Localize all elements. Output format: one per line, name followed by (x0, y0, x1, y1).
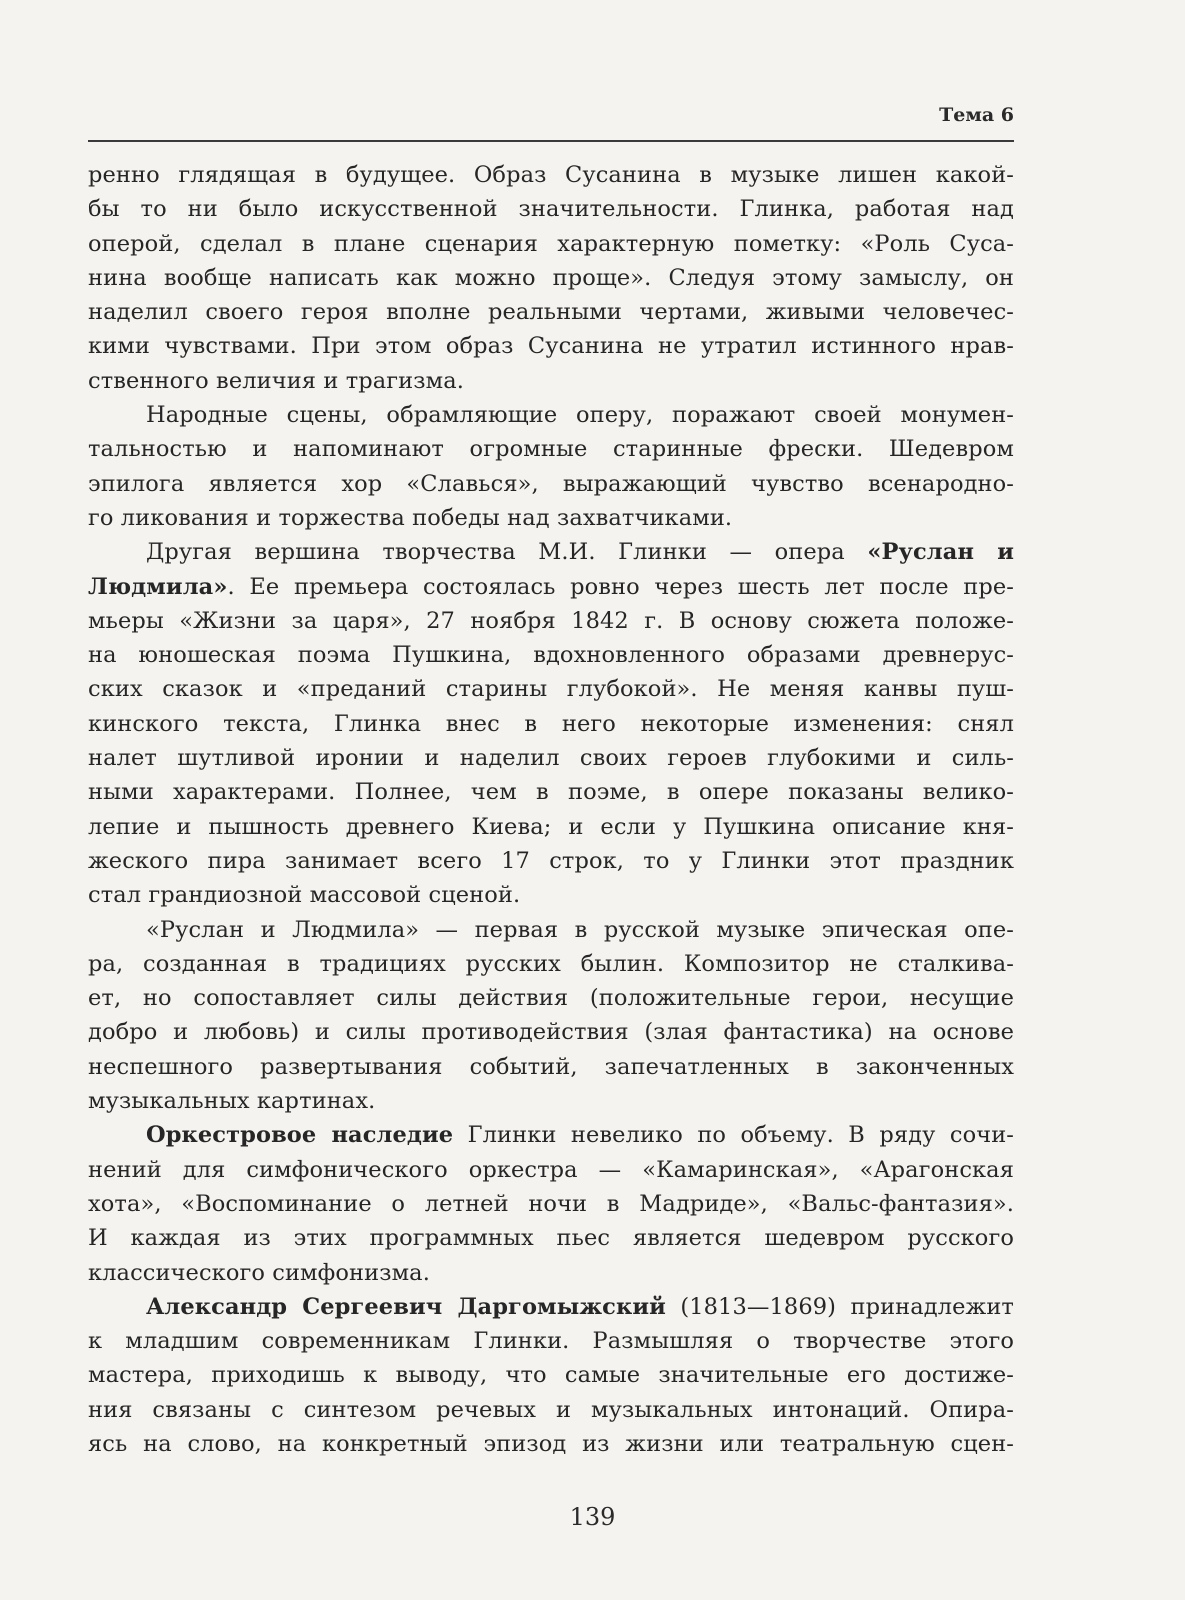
paragraph (88, 1290, 1014, 1461)
text-line: ственного величия и трагизма. (88, 367, 464, 394)
text-line (88, 535, 1014, 569)
paragraph (88, 398, 1014, 535)
text-line: классического симфонизма. (88, 1259, 430, 1286)
text-line: стал грандиозной массовой сценой. (88, 882, 521, 909)
text-line: «Руслан и Людмила» — первая в русской музыке эпическая опе- (146, 916, 1014, 943)
text-line: ра, созданная в традициях русских былин. Композитор не сталкива- (88, 950, 1014, 977)
text-line: ясь на слово, на конкретный эпизод из жизни или театральную сцен- (88, 1430, 1014, 1457)
text-line: наделил своего героя вполне реальными чертами, живыми человечес- (88, 299, 1014, 326)
page-body (88, 158, 1014, 1461)
text-line: го ликования и торжества победы над захватчиками. (88, 504, 733, 531)
text-line: ских сказок и «преданий старины глубокой». Не меняя канвы пуш- (88, 676, 1014, 703)
text-line: кими чувствами. При этом образ Сусанина не утратил истинного нрав- (88, 333, 1014, 360)
text-line (88, 1290, 1014, 1324)
composer-name: Александр Сергеевич Даргомыжский (146, 1293, 666, 1320)
text-line (88, 1118, 1014, 1152)
text-line: налет шутливой иронии и наделил своих героев глубокими и силь- (88, 745, 1014, 772)
text-line: ными характерами. Полнее, чем в поэме, в опере показаны велико- (88, 779, 1014, 806)
text-line: добро и любовь) и силы противодействия (злая фантастика) на основе (88, 1019, 1014, 1046)
text-line: кинского текста, Глинка внес в него некоторые изменения: снял (88, 710, 1014, 737)
text-line: к младшим современникам Глинки. Размышляя о творчестве этого (88, 1328, 1014, 1355)
text-line: лепие и пышность древнего Киева; и если у Пушкина описание кня- (88, 813, 1014, 840)
text-line: на юношеская поэма Пушкина, вдохновленного образами древнерус- (88, 642, 1014, 669)
text-run: (1813—1869) принадлежит (665, 1293, 1014, 1320)
text-line: тальностью и напоминают огромные старинные фрески. Шедевром (88, 436, 1014, 463)
opera-title: «Руслан и (867, 539, 1014, 566)
running-header (88, 100, 1014, 142)
paragraph (88, 913, 1014, 1119)
text-line: эпилога является хор «Славься», выражающий чувство всенародно- (88, 470, 1014, 497)
text-line: Народные сцены, обрамляющие оперу, поражают своей монумен- (146, 402, 1014, 429)
text-line: мьеры «Жизни за царя», 27 ноября 1842 г. В основу сюжета положе- (88, 607, 1014, 634)
text-line: оперой, сделал в плане сценария характерную пометку: «Роль Суса- (88, 230, 1014, 257)
text-line: бы то ни было искусственной значительности. Глинка, работая над (88, 196, 1014, 223)
opera-title: Людмила» (88, 573, 228, 600)
paragraph (88, 1118, 1014, 1289)
text-run: Другая вершина творчества М.И. Глинки — опера (146, 539, 868, 566)
text-line: музыкальных картинах. (88, 1088, 376, 1115)
text-line: ренно глядящая в будущее. Образ Сусанина в музыке лишен какой- (88, 162, 1014, 188)
page-number: 139 (569, 1503, 616, 1531)
text-line: ет, но сопоставляет силы действия (положительные герои, несущие (88, 985, 1014, 1012)
text-line: И каждая из этих программных пьес является шедевром русского (88, 1225, 1014, 1252)
text-run: . Ее премьера состоялась ровно через шесть лет после пре- (227, 573, 1014, 600)
paragraph (88, 158, 1014, 398)
text-run: Глинки невелико по объему. В ряду сочи- (453, 1122, 1014, 1149)
section-title: Тема 6 (939, 104, 1014, 126)
paragraph (88, 535, 1014, 912)
text-line: жеского пира занимает всего 17 строк, то у Глинки этот праздник (88, 847, 1014, 874)
text-line (88, 570, 1014, 604)
section-term: Оркестровое наследие (146, 1122, 454, 1149)
text-line: неспешного развертывания событий, запечатленных в законченных (88, 1053, 1014, 1080)
text-line: мастера, приходишь к выводу, что самые значительные его достиже- (88, 1362, 1014, 1389)
text-line: нина вообще написать как можно проще». Следуя этому замыслу, он (88, 264, 1014, 291)
text-line: нений для симфонического оркестра — «Камаринская», «Арагонская (88, 1156, 1014, 1183)
text-line: ния связаны с синтезом речевых и музыкальных интонаций. Опира- (88, 1396, 1014, 1423)
text-line: хота», «Воспоминание о летней ночи в Мадриде», «Вальс-фантазия». (88, 1190, 1014, 1217)
